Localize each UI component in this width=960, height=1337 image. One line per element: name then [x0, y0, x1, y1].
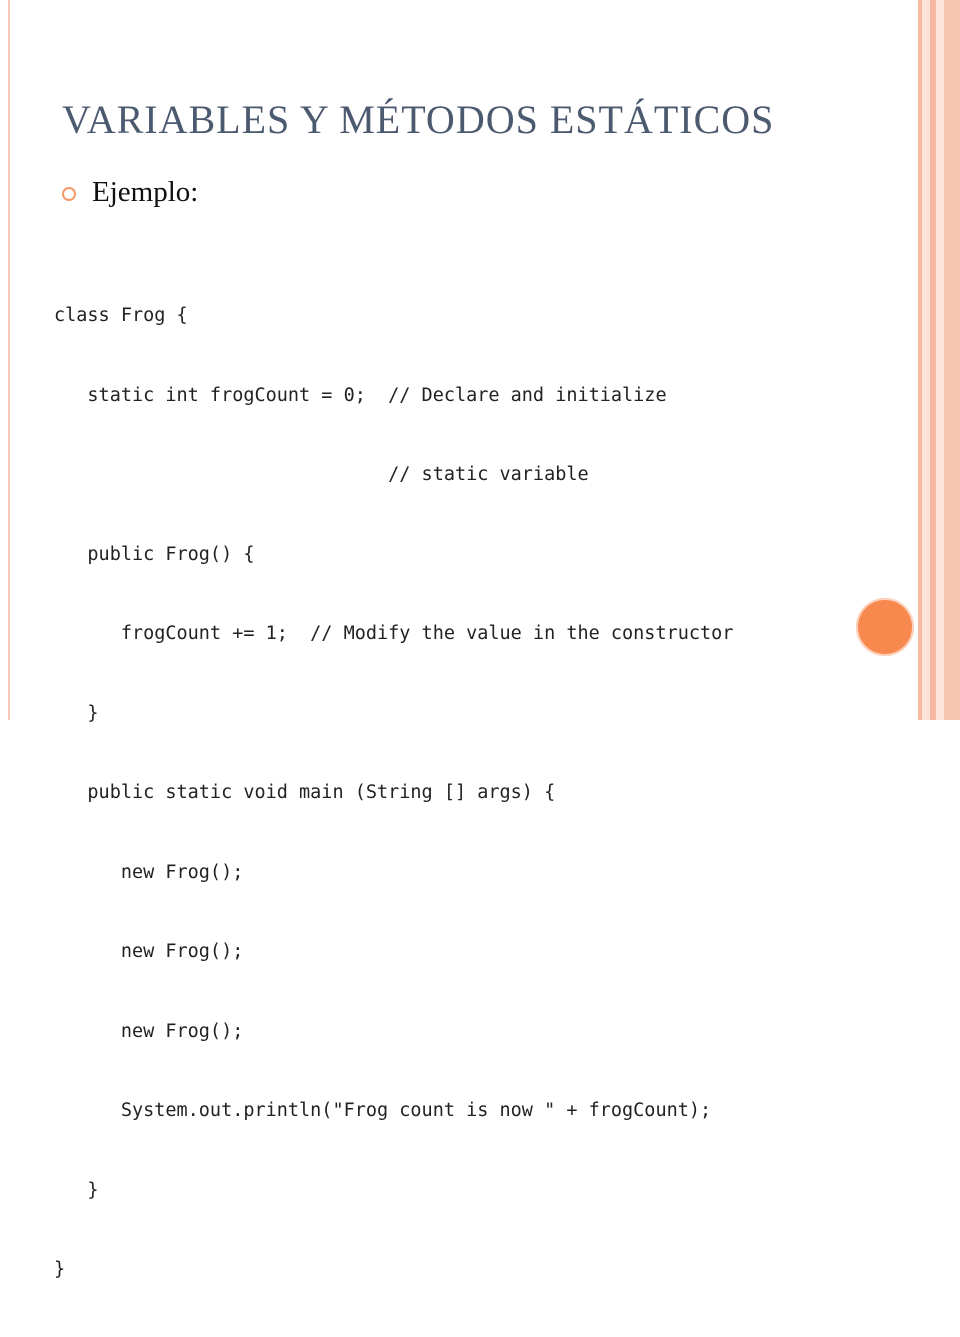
code-line: }	[54, 1179, 99, 1201]
code-line: static int frogCount = 0; // Declare and initialize	[54, 384, 667, 406]
code-line: class Frog {	[54, 305, 188, 326]
code-line: }	[54, 702, 99, 724]
bullet-item	[62, 176, 198, 209]
code-line: // static variable	[54, 464, 589, 485]
code-line: System.out.println("Frog count is now " + frogCount);	[54, 1100, 712, 1121]
left-frame-line	[8, 0, 10, 720]
code-line: frogCount += 1; // Modify the value in the constructor	[54, 623, 734, 644]
right-stripe	[922, 0, 930, 720]
decorative-circle-icon	[856, 598, 914, 656]
code-line: }	[54, 1259, 66, 1280]
right-stripe	[944, 0, 960, 720]
bullet-text: Ejemplo:	[92, 176, 199, 208]
right-stripe	[936, 0, 944, 720]
code-line: public static void main (String [] args) {	[54, 782, 556, 803]
code-line: new Frog();	[54, 941, 244, 962]
code-block	[54, 250, 733, 1337]
code-line: new Frog();	[54, 1020, 244, 1042]
slide-title: VARIABLES Y MÉTODOS ESTÁTICOS	[62, 97, 775, 142]
bullet-ring-icon	[62, 187, 76, 201]
code-line: public Frog() {	[54, 543, 255, 565]
code-line: new Frog();	[54, 861, 244, 883]
